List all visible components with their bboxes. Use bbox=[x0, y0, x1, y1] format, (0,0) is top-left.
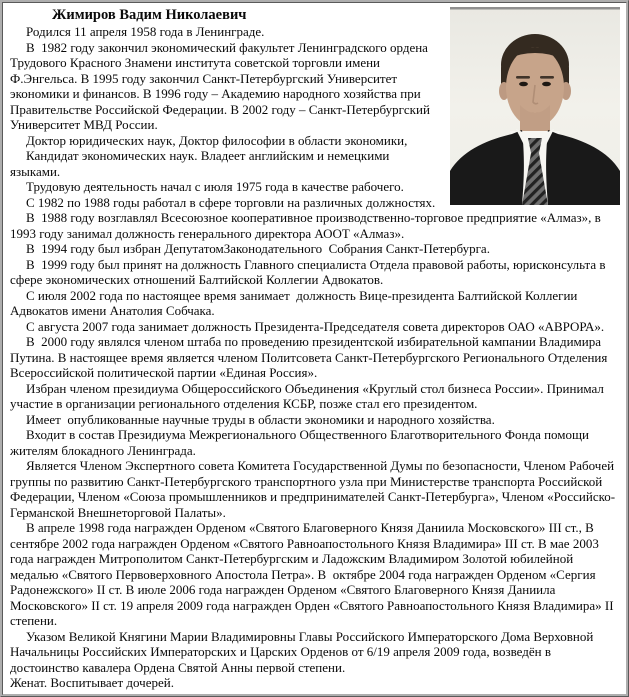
paragraph: Входит в состав Президиума Межрегионального Общественного Благотворительного Фонда помощи жителям блокадного Ленинграда. bbox=[10, 427, 593, 458]
paragraph: Женат. Воспитывает дочерей. bbox=[10, 675, 174, 690]
paragraph: Имеет опубликованные научные труды в области экономики и народного хозяйства. bbox=[26, 411, 495, 427]
eyebrow-right bbox=[540, 76, 554, 79]
paragraph: Указом Великой Княгини Марии Владимировны Главы Российского Императорского Дома Верховной Начальницы Российских Императорских и Царских Орденов от 6/19 апреля 2009 года, возведён в достоинство кавалера Ордена Святой Анны первой степени. bbox=[10, 628, 597, 675]
paragraph: В 1988 году возглавлял Всесоюзное кооперативное производственно-торговое предприятие «Алмаз», в 1993 году занимал должность генерального директора АООТ «Алмаз». bbox=[10, 210, 605, 241]
paragraph: В 1999 году был принят на должность Главного специалиста Отдела правовой работы, юрисконсульта в сфере экономических отношений Балтийской Коллегии Адвокатов. bbox=[10, 256, 609, 287]
paragraph: Доктор юридических наук, Доктор философии в области экономики, bbox=[26, 132, 408, 148]
paragraph: С июля 2002 года по настоящее время занимает должность Вице-президента Балтийской Коллегии Адвокатов имени Анатолия Собчака. bbox=[10, 287, 581, 318]
portrait-photo bbox=[450, 7, 620, 205]
paragraph: С августа 2007 года занимает должность Президента-Председателя совета директоров ОАО «АВРОРА». bbox=[26, 318, 605, 334]
paragraph: С 1982 по 1988 годы работал в сфере торговли на различных должностях. bbox=[26, 194, 436, 210]
paragraph: Избран членом президиума Общероссийского Объединения «Круглый стол бизнеса России». Принимал участие в организации регионального отделения КСБР, позже стал его президентом. bbox=[10, 380, 608, 411]
paragraph: В 2000 году являлся членом штаба по проведению президентской избирательной кампании Владимира Путина. В настоящее время является членом Политсовета Санкт-Петербургского Регионального Отделения Всероссийской политической партии «Единая Россия». bbox=[10, 334, 611, 380]
eyebrow-left bbox=[516, 76, 530, 79]
paragraph: Является Членом Экспертного совета Комитета Государственной Думы по безопасности, Членом Рабочей группы по развитию Санкт-Петербургского транспортного узла при Министерстве транспорта Российской Федерации, Членом «Союза промышленников и предпринимателей Санкт-Петербурга», Членом «Российско-Германской Внешнеторговой Палаты». bbox=[10, 458, 618, 520]
eye-right bbox=[542, 82, 551, 87]
photo-top-strip bbox=[450, 7, 620, 10]
paragraph: В 1982 году закончил экономический факультет Ленинградского ордена Трудового Красного Знамени института советской торговли имени Ф.Энгельса. В 1995 году закончил Санкт-Петербургский Университет экономики и финансов. В 1996 году – Академию народного хозяйства при Правительстве Российской Федерации. В 2002 году – Санкт-Петербургский Университет МВД России. bbox=[10, 39, 434, 132]
paragraph: В апреле 1998 года награжден Орденом «Святого Благоверного Князя Даниила Московского» III ст., В сентябре 2002 года награжден Орденом «Святого Равноапостольного Князя Владимира» III ст. В мае 2003 года награжден Митрополитом Санкт-Петербургским и Ладожским Владимиром Золотой юбилейной медалью «Святого Первоверховного Апостола Петра». В октябре 2004 года награжден Орденом «Сергия Радонежского» II ст. В июле 2006 года награжден Орденом «Святого Благоверного Князя Даниила Московского» II ст. 19 апреля 2009 года награжден Орден «Святого Равноапостольного Князя Владимира» II степени. bbox=[10, 520, 617, 628]
paragraph: Кандидат экономических наук. Владеет английским и немецкими языками. bbox=[10, 148, 393, 179]
paragraph: В 1994 году был избран ДепутатомЗаконодательного Собрания Санкт-Петербурга. bbox=[26, 241, 490, 256]
paragraph: Родился 11 апреля 1958 года в Ленинграде. bbox=[26, 24, 265, 39]
eye-left bbox=[519, 82, 528, 87]
paragraph: Трудовую деятельность начал с июля 1975 года в качестве рабочего. bbox=[26, 179, 404, 194]
page-title: Жимиров Вадим Николаевич bbox=[52, 7, 247, 23]
